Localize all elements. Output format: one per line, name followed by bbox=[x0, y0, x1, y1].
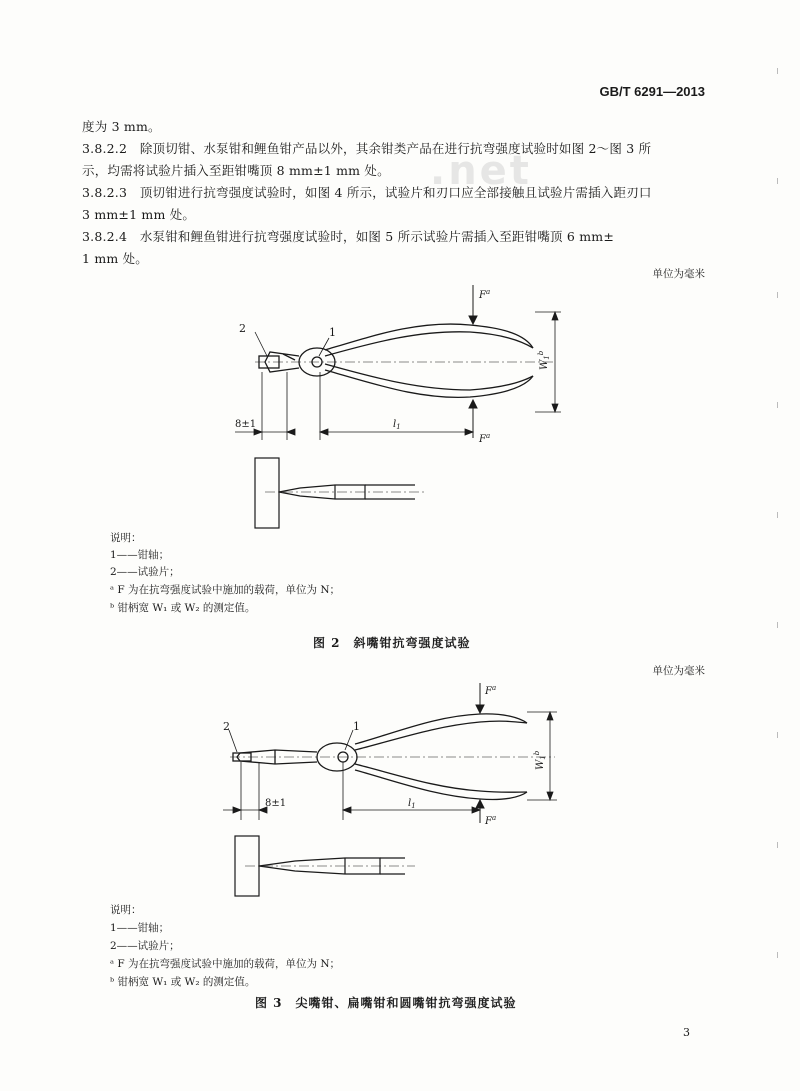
margin-tick bbox=[777, 292, 778, 298]
fig2-unit-note: 单位为毫米 bbox=[652, 268, 705, 280]
margin-tick bbox=[777, 952, 778, 958]
fig3-dim-8: 8±1 bbox=[265, 798, 287, 809]
fig2-force-bottom-label: $F^a$ bbox=[479, 432, 491, 445]
clause-3-8-2-4-line1: 3.8.2.4 水泵钳和鲤鱼钳进行抗弯强度试验时，如图 5 所示试验片需插入至距钳嘴顶 6 mm± bbox=[82, 229, 615, 244]
clause-3-8-2-3-line2: 3 mm±1 mm 处。 bbox=[82, 207, 196, 222]
fig2-label-2: 2 bbox=[239, 322, 246, 335]
fig3-unit-note: 单位为毫米 bbox=[652, 665, 705, 677]
fig3-diagram bbox=[215, 678, 575, 900]
fig3-caption: 图 3 尖嘴钳、扁嘴钳和圆嘴钳抗弯强度试验 bbox=[255, 996, 517, 1010]
fig2-force-top-label: $F^a$ bbox=[479, 288, 491, 301]
fig2-legend-title: 说明： bbox=[110, 532, 142, 544]
fig2-width-label bbox=[537, 350, 551, 370]
margin-tick bbox=[777, 732, 778, 738]
fig3-lower-handle bbox=[355, 770, 527, 800]
fig2-diagram bbox=[225, 280, 575, 530]
margin-tick bbox=[777, 512, 778, 518]
fig3-footnote-a: ᵃ F 为在抗弯强度试验中施加的载荷，单位为 N； bbox=[110, 958, 341, 970]
fig3-upper-handle bbox=[355, 714, 527, 744]
fig2-label-1: 1 bbox=[329, 326, 336, 339]
fig3-force-top-label: $F^a$ bbox=[485, 684, 497, 697]
page-number: 3 bbox=[683, 1026, 690, 1039]
fig2-side-view bbox=[255, 458, 415, 528]
fig2-caption: 图 2 斜嘴钳抗弯强度试验 bbox=[313, 636, 471, 650]
fig2-footnote-a: ᵃ F 为在抗弯强度试验中施加的载荷，单位为 N； bbox=[110, 584, 341, 596]
clause-3-8-2-4-line2: 1 mm 处。 bbox=[82, 251, 149, 266]
fig3-force-bottom-label: $F^a$ bbox=[485, 814, 497, 827]
watermark: .net bbox=[430, 148, 532, 194]
fig2-upper-handle bbox=[325, 324, 533, 350]
fig3-footnote-b: ᵇ 钳柄宽 W₁ 或 W₂ 的测定值。 bbox=[110, 976, 256, 988]
fig3-legend-title: 说明： bbox=[110, 904, 142, 916]
svg-text:W1b: $W_1^b$ bbox=[533, 750, 547, 770]
fig2-lower-handle bbox=[325, 370, 533, 397]
fig3-label-2: 2 bbox=[223, 720, 230, 733]
paragraph-continuation: 度为 3 mm。 bbox=[82, 119, 161, 134]
margin-tick bbox=[777, 402, 778, 408]
margin-tick bbox=[777, 842, 778, 848]
fig2-dim-l: $l_1$ bbox=[393, 419, 401, 431]
fig3-label-1: 1 bbox=[353, 720, 360, 733]
fig2-legend-item-2: 2——试验片； bbox=[110, 566, 180, 578]
margin-tick bbox=[777, 68, 778, 74]
margin-tick bbox=[777, 178, 778, 184]
fig2-dim-8: 8±1 bbox=[235, 419, 257, 430]
fig2-footnote-b: ᵇ 钳柄宽 W₁ 或 W₂ 的测定值。 bbox=[110, 602, 256, 614]
fig3-dim-l: $l_1$ bbox=[408, 798, 416, 810]
fig3-legend-item-2: 2——试验片； bbox=[110, 940, 180, 952]
fig3-width-label bbox=[533, 750, 547, 770]
margin-tick bbox=[777, 622, 778, 628]
clause-3-8-2-3-line1: 3.8.2.3 顶切钳进行抗弯强度试验时，如图 4 所示，试验片和刃口应全部接触且试验片需插入距刃口 bbox=[82, 185, 652, 200]
fig3-legend-item-1: 1——钳轴； bbox=[110, 922, 170, 934]
svg-text:W1b: $W_1^b$ bbox=[537, 350, 551, 370]
fig2-legend-item-1: 1——钳轴； bbox=[110, 549, 170, 561]
clause-3-8-2-2-line2: 示，均需将试验片插入至距钳嘴顶 8 mm±1 mm 处。 bbox=[82, 163, 390, 178]
standard-code: GB/T 6291—2013 bbox=[599, 84, 705, 99]
clause-3-8-2-2-line1: 3.8.2.2 除顶切钳、水泵钳和鲤鱼钳产品以外，其余钳类产品在进行抗弯强度试验时如图 2～图 3 所 bbox=[82, 141, 652, 156]
